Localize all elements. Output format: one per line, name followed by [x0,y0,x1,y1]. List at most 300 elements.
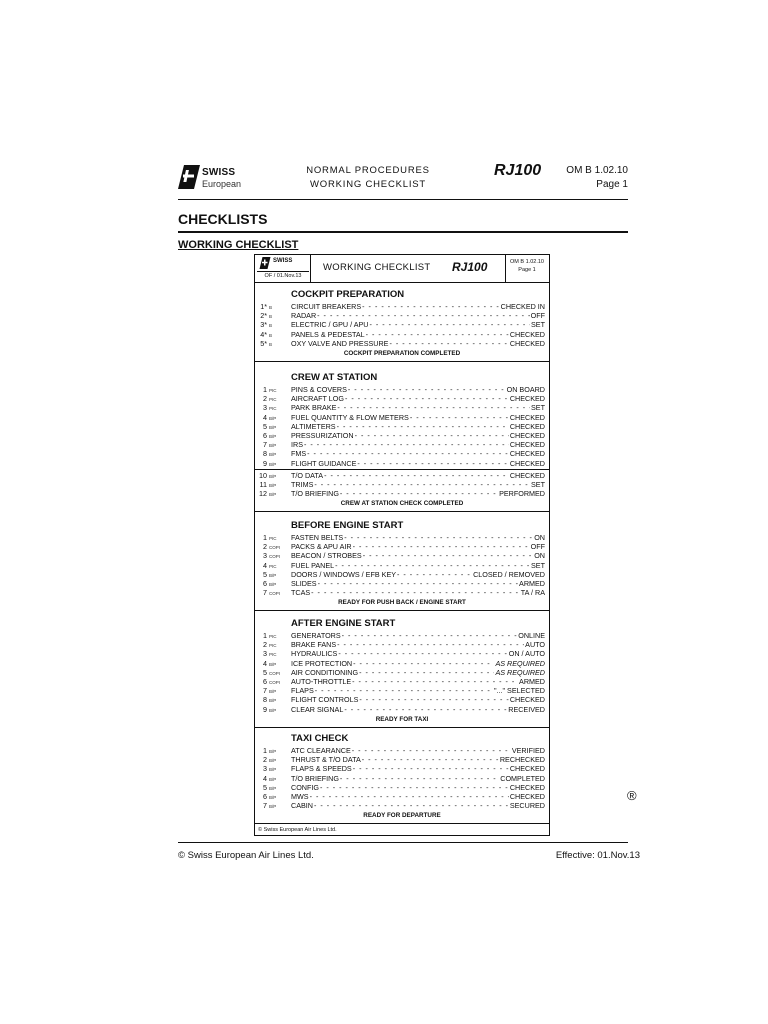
checklist-item [255,385,549,394]
footer-divider [178,842,628,843]
item-leader [307,449,509,458]
item-role: PIC [269,406,277,412]
item-leader [353,764,509,773]
item-role: B/P [269,443,277,449]
item-number: 1 [263,746,267,755]
header-title [283,164,453,192]
item-line [291,320,545,329]
item-number: 1 [263,533,267,542]
item-label: ATC CLEARANCE [291,746,351,755]
item-label: IRS [291,440,303,450]
item-leader [337,422,509,431]
aircraft-model: RJ100 [494,162,542,179]
item-label: AIR CONDITIONING [291,667,359,677]
item-label: PANELS & PEDESTAL [291,329,365,339]
item-leader [359,668,494,677]
item-label: FUEL PANEL [291,560,335,570]
item-number: 3 [263,403,267,413]
item-value: CHECKED IN [500,302,545,311]
item-label: ICE PROTECTION [291,658,353,668]
item-role: B/P [269,804,277,810]
item-label: FUEL QUANTITY & FLOW METERS [291,412,409,422]
item-value: AS REQUIRED [495,658,545,668]
item-label: RADAR [291,311,317,321]
item-leader [342,631,518,640]
card-logo [259,257,307,270]
item-value: SET [531,560,545,570]
item-leader [337,640,524,649]
item-role: B/P [269,776,277,782]
item-number: 7 [263,588,267,598]
item-value: CHECKED [509,470,545,480]
item-leader [340,774,499,783]
checklist-item [255,588,549,597]
card-header-divider-left [310,255,311,282]
checklist-item [255,705,549,714]
item-label: FLAPS & SPEEDS [291,764,352,774]
item-number: 8 [263,695,267,705]
item-label: PRESSURIZATION [291,431,354,440]
item-line [291,677,545,686]
item-number: 6 [263,431,267,440]
section-title: CHECKLISTS [178,211,268,227]
item-line [291,431,545,440]
item-line [291,551,545,560]
item-number: 2 [263,640,267,650]
item-number: 7 [263,440,267,450]
item-label: BEACON / STROBES [291,551,362,561]
item-leader [344,705,507,714]
item-role: B/P [269,749,277,754]
checklist-section-divider [255,823,549,824]
item-role: COPI [269,554,281,560]
checklist-item [255,471,549,480]
item-label: CIRCUIT BREAKERS [291,302,362,311]
item-value: "..." SELECTED [493,686,545,696]
item-leader [315,686,493,695]
item-line [291,449,545,458]
item-line [291,640,545,649]
item-number: 4 [263,773,267,783]
item-line [291,631,545,640]
item-leader [352,677,518,686]
checklist-item [255,570,549,579]
card-logo-cross-icon [259,257,271,269]
item-line [291,774,545,783]
item-line [291,459,545,468]
item-role: B [269,341,273,347]
item-value: OFF [530,311,545,321]
item-label: PINS & COVERS [291,385,347,394]
item-line [291,705,545,714]
item-role: PIC [269,634,277,639]
item-role: B/P [269,661,277,667]
item-value: PERFORMED [499,489,545,499]
item-value: AS REQUIRED [495,667,545,677]
item-label: DOORS / WINDOWS / EFB KEY [291,569,397,579]
item-line [291,686,545,695]
item-label: T/O BRIEFING [291,489,339,499]
item-role: B/P [269,452,277,458]
item-line [291,801,545,810]
item-value: CHECKED [509,449,545,459]
item-role: B/P [269,424,277,430]
item-value: ON BOARD [506,385,545,394]
item-value: ON / AUTO [508,649,545,659]
doc-ref: OM B 1.02.10 [566,165,628,176]
card-date: OF / 01.Nov.13 [257,271,309,279]
item-label: T/O BRIEFING [291,773,339,783]
item-leader [353,542,530,551]
item-value: VERIFIED [511,746,545,755]
logo-text-line1: SWISS [202,167,236,178]
item-value: RECEIVED [508,704,545,714]
checklist-item [255,394,549,403]
item-label: AIRCRAFT LOG [291,394,344,404]
checklist-item [255,320,549,329]
item-line [291,471,545,480]
item-leader [338,649,507,658]
checklist-item [255,801,549,810]
item-role: B/P [269,461,277,467]
checklist-item [255,302,549,311]
item-leader [344,533,533,542]
item-line [291,792,545,801]
card-ref-line1: OM B 1.02.10 [510,259,544,265]
checklist-item [255,440,549,449]
item-role: B/P [269,473,277,479]
item-number: 6 [263,677,267,686]
checklist-item [255,431,549,440]
item-leader [359,695,508,704]
logo-cross-icon [178,165,200,189]
item-number: 5 [263,569,267,579]
item-number: 10 [259,470,267,480]
checklist-item [255,649,549,658]
item-label: FMS [291,449,307,459]
item-label: T/O DATA [291,470,324,480]
item-role: PIC [269,643,277,649]
item-role: COPI [269,545,281,551]
item-role: B [269,323,273,329]
item-line [291,668,545,677]
item-value: AUTO [525,640,545,650]
item-value: OFF [530,542,545,552]
item-value: SET [531,403,545,413]
checklist-item [255,755,549,764]
checklist-item [255,489,549,498]
item-value: CHECKED [509,412,545,422]
item-label: BRAKE FANS [291,640,337,650]
checklist-item [255,792,549,801]
checklist-completion: COCKPIT PREPARATION COMPLETED [343,350,461,357]
item-role: B/P [269,767,277,773]
item-role: PIC [269,652,277,658]
footer-copyright: © Swiss European Air Lines Ltd. [178,850,314,861]
checklist-item [255,561,549,570]
item-line [291,339,545,348]
item-leader [357,459,508,468]
item-value: CHECKED [509,695,545,705]
item-value: ON [534,533,545,542]
item-role: B/P [269,415,277,421]
item-number: 4 [263,412,267,422]
item-line [291,489,545,498]
item-number: 5 [263,667,267,677]
item-value: ARMED [519,579,545,588]
item-line [291,561,545,570]
card-header [255,255,549,283]
checklist-item [255,542,549,551]
item-role: PIC [269,563,277,569]
item-value: SET [531,320,545,330]
item-line [291,440,545,449]
item-line [291,746,545,755]
item-role: PIC [269,388,277,393]
item-line [291,695,545,704]
item-number: 2 [263,394,267,404]
item-leader [410,413,509,422]
item-number: 1 [263,385,267,394]
card-title: WORKING CHECKLIST [323,262,431,273]
checklist-separator [255,469,549,470]
item-role: B/P [269,483,277,488]
section-divider [178,231,628,233]
header-title-line1: NORMAL PROCEDURES [306,165,430,176]
item-number: 5 [263,421,267,431]
checklist-item [255,480,549,489]
item-number: 3* [260,320,267,330]
item-leader [340,489,498,498]
item-label: PACKS & APU AIR [291,542,352,552]
swiss-european-logo [178,165,248,191]
checklist-completion: CREW AT STATION CHECK COMPLETED [340,500,464,508]
checklist-item [255,422,549,431]
item-leader [311,588,520,597]
item-line [291,422,545,431]
footer-effective-date: Effective: 01.Nov.13 [555,850,640,861]
checklist-item [255,686,549,695]
checklist-item [255,695,549,704]
item-leader [389,339,508,348]
checklist-item [255,668,549,677]
item-line [291,764,545,773]
item-label: CABIN [291,801,313,811]
item-line [291,542,545,551]
checklist-section-title: BEFORE ENGINE START [291,520,404,531]
item-role: PIC [269,397,277,403]
item-leader [353,659,494,668]
subsection-title: WORKING CHECKLIST [178,239,299,251]
item-label: FLAPS [291,686,314,696]
registered-mark: ® [627,788,637,803]
checklist-item [255,413,549,422]
item-number: 9 [263,458,267,468]
checklist-section-title: COCKPIT PREPARATION [291,289,405,300]
checklist-completion: READY FOR PUSH BACK / ENGINE START [338,599,466,607]
item-number: 4 [263,658,267,668]
item-line [291,480,545,489]
header-divider [178,199,628,200]
checklist-item [255,764,549,773]
checklist-item [255,330,549,339]
item-label: CONFIG [291,782,319,792]
checklist-item [255,533,549,542]
card-model: RJ100 [452,260,488,274]
item-label: CLEAR SIGNAL [291,704,344,714]
item-line [291,570,545,579]
item-line [291,755,545,764]
item-line [291,394,545,403]
item-line [291,403,545,412]
checklist-item [255,746,549,755]
item-value: SET [531,480,545,489]
item-label: ELECTRIC / GPU / APU [291,320,369,330]
item-leader [345,394,509,403]
item-role: PIC [269,536,277,541]
item-value: CHECKED [509,421,545,431]
item-role: B [269,305,273,310]
item-value: CHECKED [509,329,545,339]
item-number: 3 [263,649,267,659]
item-leader [366,330,509,339]
item-line [291,302,545,311]
item-label: FLIGHT GUIDANCE [291,458,357,468]
item-value: CHECKED [509,431,545,440]
item-number: 9 [263,704,267,714]
checklist-card [254,254,550,836]
card-header-divider-right [505,255,506,282]
item-label: SLIDES [291,579,317,588]
item-role: COPI [269,670,281,676]
item-leader [363,551,534,560]
item-value: CHECKED [509,782,545,792]
item-label: TRIMS [291,480,314,489]
item-line [291,659,545,668]
item-number: 5* [260,338,267,348]
item-leader [397,570,472,579]
item-line [291,385,545,394]
item-value: COMPLETED [500,773,545,783]
checklist-completion: READY FOR TAXI [375,715,429,723]
checklist-item [255,339,549,348]
checklist-item [255,459,549,468]
item-role: B/P [269,795,277,800]
item-leader [304,440,509,449]
logo-text-line2: European [202,179,242,189]
item-line [291,413,545,422]
item-line [291,783,545,792]
page-number: Page 1 [596,179,628,190]
item-leader [369,320,530,329]
item-role: COPI [269,591,281,597]
item-label: TCAS [291,588,311,598]
checklist-item [255,631,549,640]
card-ref-line2: Page 1 [518,267,536,273]
checklist-section-title: AFTER ENGINE START [291,618,396,629]
item-label: FASTEN BELTS [291,533,344,542]
item-number: 11 [259,480,267,489]
item-value: CHECKED [509,792,545,801]
item-leader [355,431,509,440]
item-value: ON [534,551,545,561]
item-role: B [269,314,273,320]
item-number: 8 [263,449,267,459]
item-number: 2 [263,542,267,552]
item-role: B/P [269,689,277,695]
checklist-item [255,783,549,792]
item-value: SECURED [509,801,545,811]
item-leader [337,403,530,412]
item-label: ALTIMETERS [291,421,336,431]
item-number: 4* [260,329,267,339]
item-leader [314,801,509,810]
item-line [291,330,545,339]
item-number: 1* [260,302,267,311]
item-line [291,649,545,658]
item-role: B/P [269,698,277,704]
checklist-item [255,774,549,783]
page-header [178,160,628,198]
item-value: CHECKED [509,338,545,348]
item-number: 3 [263,551,267,561]
item-value: ARMED [519,677,545,686]
checklist-section-title: TAXI CHECK [291,733,349,744]
checklist-item [255,449,549,458]
item-number: 7 [263,801,267,811]
checklist-completion: READY FOR DEPARTURE [363,812,441,820]
item-value: ONLINE [518,631,545,640]
item-line [291,588,545,597]
item-number: 6 [263,792,267,801]
item-value: CHECKED [509,440,545,450]
item-leader [348,385,506,394]
item-number: 3 [263,764,267,774]
checklist-item [255,640,549,649]
document-reference [566,164,628,192]
item-role: B/P [269,707,277,713]
item-leader [318,579,518,588]
checklist-item [255,403,549,412]
card-reference [507,258,547,274]
item-leader [362,755,499,764]
checklist-item [255,677,549,686]
item-leader [310,792,509,801]
item-value: RECHECKED [499,755,545,765]
checklist-item [255,659,549,668]
item-label: PARK BRAKE [291,403,337,413]
item-line [291,579,545,588]
item-value: CHECKED [509,764,545,774]
item-leader [317,311,529,320]
item-number: 2* [260,311,267,321]
item-number: 7 [263,686,267,696]
item-leader [362,302,499,311]
item-role: B/P [269,758,277,764]
item-value: CLOSED / REMOVED [473,569,545,579]
item-line [291,533,545,542]
item-label: HYDRAULICS [291,649,338,659]
card-logo-text: SWISS [273,258,293,264]
item-role: COPI [269,680,281,685]
item-role: B/P [269,582,277,587]
item-label: THRUST & T/O DATA [291,755,361,765]
item-leader [314,480,530,489]
item-label: MWS [291,792,309,801]
item-number: 4 [263,560,267,570]
item-number: 6 [263,579,267,588]
header-title-line2: WORKING CHECKLIST [310,179,426,190]
